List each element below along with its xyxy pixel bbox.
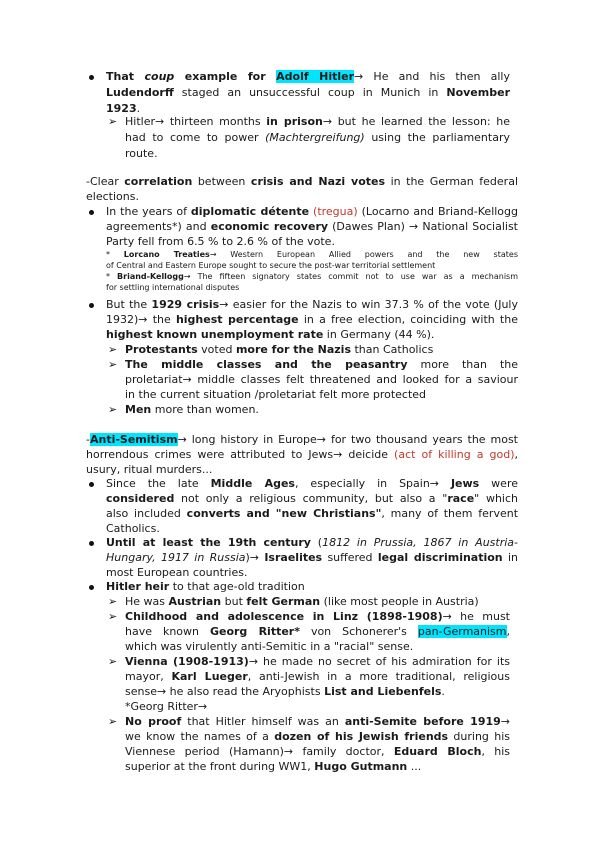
linz-line-1: Childhood and adolescence in Linz (1898-1908)→ he must: [125, 610, 510, 623]
locarno-note-2: of Central and Eastern Europe sought to secure the post-war territorial settlement: [106, 261, 436, 270]
arrow-bullet-icon: ➢: [108, 655, 118, 668]
bullet-icon: [89, 75, 94, 80]
vienna-line-4: *Georg Ritter→: [125, 700, 208, 713]
nineteenth-century-line-1: Until at least the 19th century (1812 in Prussia, 1867 in Austria-: [106, 536, 518, 549]
detente-line-3: Party fell from 6.5 % to 2.6 % of the vote.: [106, 235, 335, 248]
hitler-heir-line: Hitler heir to that age-old tradition: [106, 580, 305, 593]
correlation-line-1: -Clear correlation between crisis and Nazi votes in the German federal: [86, 175, 519, 188]
middle-classes-line-2: proletariat→ middle classes felt threatened and looked for a saviour: [125, 373, 518, 386]
no-proof-line-3: Viennese period (Hamann)→ family doctor, Eduard Bloch, his: [125, 745, 510, 758]
detente-line-2: agreements*) and economic recovery (Dawes Plan) → National Socialist: [106, 220, 518, 233]
bullet-icon: [89, 210, 94, 215]
coup-line-1: That coup example for Adolf Hitler→ He and his then ally: [106, 70, 510, 83]
austrian-line: He was Austrian but felt German (like most people in Austria): [125, 595, 479, 608]
vienna-line-2: mayor, Karl Lueger, anti-Jewish in a more traditional, religious: [125, 670, 510, 683]
locarno-note-1: * Lorcano Treaties→ Western European Allied powers and the new states: [106, 250, 518, 259]
kellogg-note-1: * Briand-Kellogg→ The fifteen signatory states commit not to use war as a mechanism: [106, 272, 519, 281]
arrow-bullet-icon: ➢: [108, 715, 118, 728]
bullet-icon: [89, 541, 94, 546]
prison-line-3: route.: [125, 147, 158, 160]
nineteenth-century-line-3: most European countries.: [106, 566, 248, 579]
highlight-adolf-hitler: Adolf Hitler: [276, 70, 355, 83]
middle-ages-line-4: Catholics.: [106, 522, 160, 535]
middle-classes-line-3: in the current situation /proletariat felt more protected: [125, 388, 427, 401]
no-proof-line-2: we know the names of a dozen of his Jewish friends during his: [125, 730, 511, 743]
no-proof-line-1: No proof that Hitler himself was an anti-Semite before 1919→: [125, 715, 511, 728]
arrow-bullet-icon: ➢: [108, 595, 118, 608]
bullet-icon: [89, 585, 94, 590]
arrow-bullet-icon: ➢: [108, 343, 118, 356]
protestants-line: Protestants voted more for the Nazis than Catholics: [125, 343, 434, 356]
vienna-line-1: Vienna (1908-1913)→ he made no secret of his admiration for its: [125, 655, 510, 668]
arrow-bullet-icon: ➢: [108, 115, 118, 128]
arrow-bullet-icon: ➢: [108, 403, 118, 416]
linz-line-2: have known Georg Ritter* von Schonerer's pan-Germanism,: [125, 625, 510, 638]
crisis-line-1: But the 1929 crisis→ easier for the Nazis to win 37.3 % of the vote (July: [106, 298, 518, 311]
antisemitism-line-2: horrendous crimes were attributed to Jews→ deicide (act of killing a god),: [86, 448, 518, 461]
bullet-icon: [89, 303, 94, 308]
detente-line-1: In the years of diplomatic détente (tregua) (Locarno and Briand-Kellogg: [106, 205, 518, 218]
crisis-line-3: highest known unemployment rate in Germany (44 %).: [106, 328, 435, 341]
crisis-line-2: 1932)→ the highest percentage in a free election, coinciding with the: [106, 313, 518, 326]
vienna-line-3: sense→ he also read the Aryophists List and Liebenfels.: [125, 685, 445, 698]
no-proof-line-4: superior at the front during WW1, Hugo Gutmann ...: [125, 760, 422, 773]
highlight-anti-semitism: Anti-Semitism: [89, 433, 178, 446]
antisemitism-line-3: usury, ritual murders...: [86, 463, 213, 476]
coup-line-3: 1923.: [106, 102, 141, 115]
middle-ages-line-2: considered not only a religious community, but also a "race" which: [106, 492, 518, 505]
middle-ages-line-1: Since the late Middle Ages, especially in Spain→ Jews were: [106, 477, 518, 490]
prison-line-1: Hitler→ thirteen months in prison→ but he learned the lesson: he: [125, 115, 511, 128]
kellogg-note-2: for settling international disputes: [106, 283, 240, 292]
arrow-bullet-icon: ➢: [108, 610, 118, 623]
men-line: Men more than women.: [125, 403, 259, 416]
middle-classes-line-1: The middle classes and the peasantry more than the: [125, 358, 518, 371]
middle-ages-line-3: also included converts and "new Christians", many of them fervent: [106, 507, 519, 520]
coup-line-2: Ludendorff staged an unsuccessful coup in Munich in November: [106, 86, 510, 99]
arrow-bullet-icon: ➢: [108, 358, 118, 371]
highlight-pan-germanism: pan-Germanism: [417, 625, 507, 638]
bullet-icon: [89, 482, 94, 487]
antisemitism-line-1: -Anti-Semitism→ long history in Europe→ for two thousand years the most: [86, 433, 518, 446]
correlation-line-2: elections.: [86, 190, 139, 203]
nineteenth-century-line-2: Hungary, 1917 in Russia)→ Israelites suffered legal discrimination in: [106, 551, 518, 564]
linz-line-3: which was virulently anti-Semitic in a "racial" sense.: [125, 640, 414, 653]
prison-line-2: had to come to power (Machtergreifung) using the parliamentary: [125, 131, 510, 144]
